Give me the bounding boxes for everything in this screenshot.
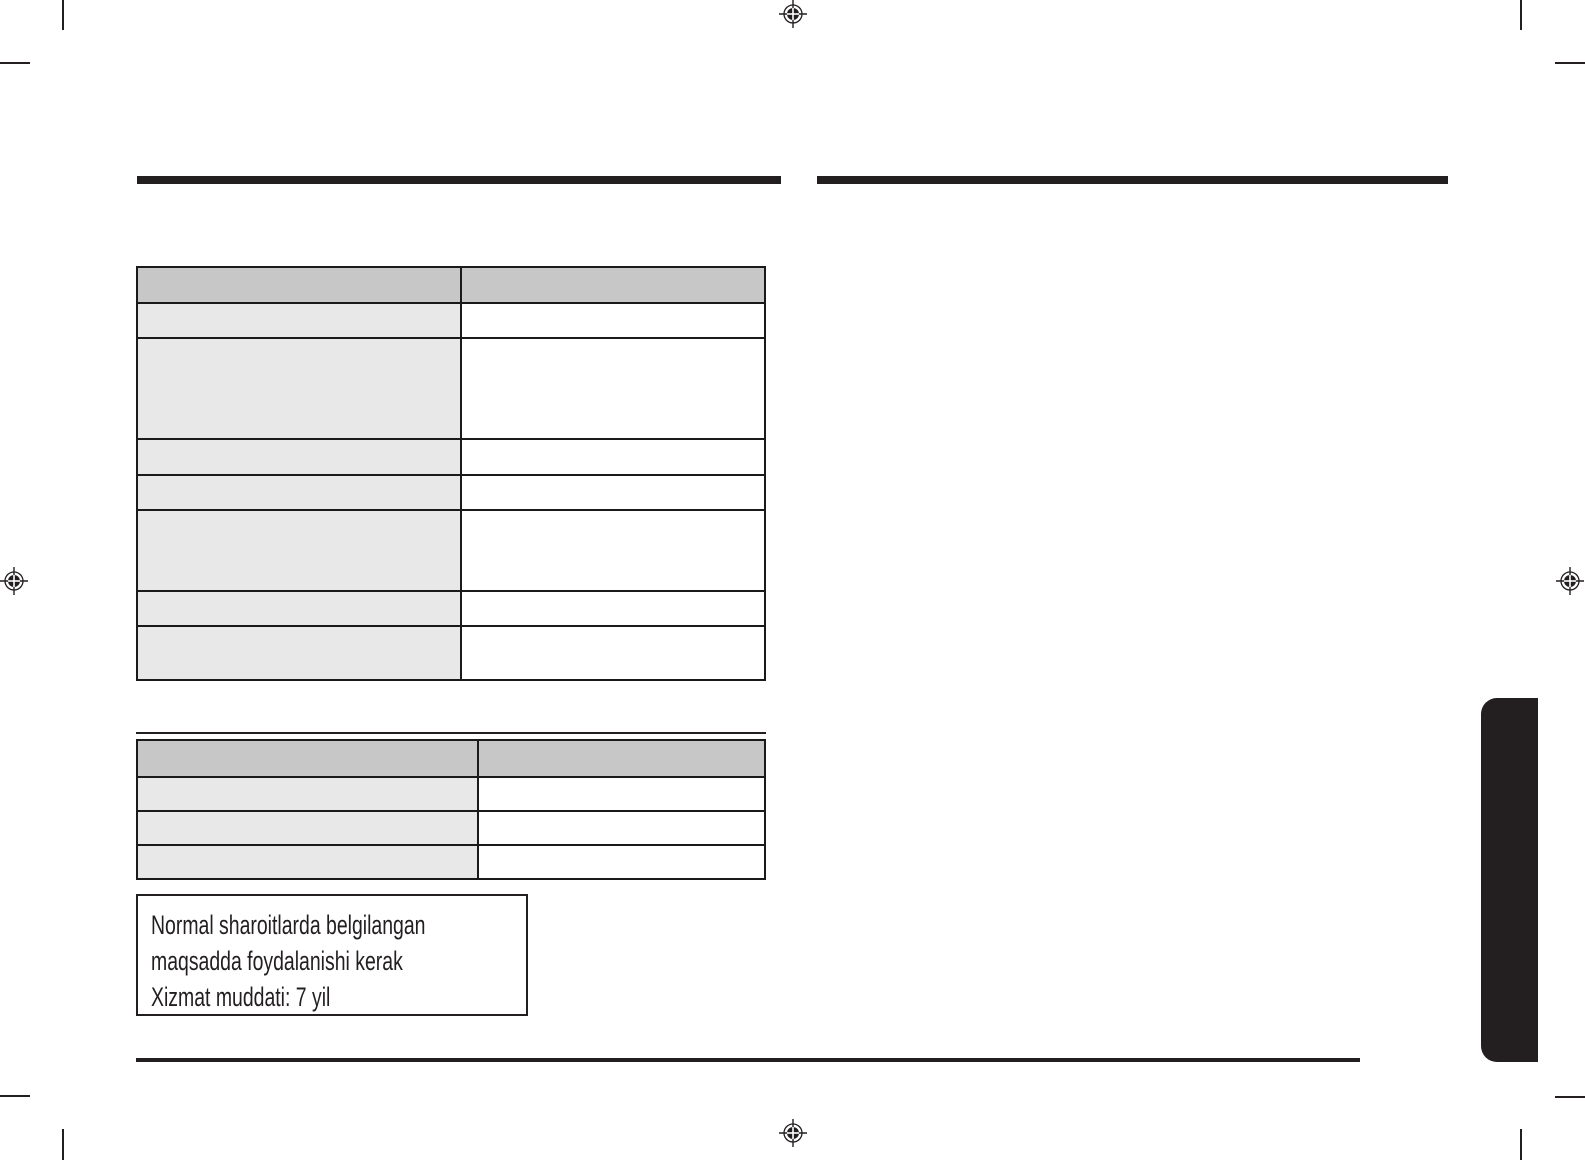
- crop-mark-top-left-horizontal: [0, 62, 30, 64]
- value-cell: [462, 476, 764, 509]
- value-cell: [479, 812, 764, 844]
- table-row: [138, 810, 764, 844]
- label-cell: [138, 476, 462, 509]
- value-cell: [479, 778, 764, 810]
- table-row: [138, 590, 764, 625]
- value-cell: [462, 440, 764, 474]
- table-row: [138, 844, 764, 878]
- header-cell: [462, 268, 764, 302]
- table-row: [138, 302, 764, 337]
- table-row: [138, 438, 764, 474]
- crop-mark-bottom-right-horizontal: [1555, 1096, 1585, 1098]
- section-bar-right: [817, 176, 1448, 184]
- note-line: [151, 979, 526, 1015]
- table-header-row: [138, 268, 764, 302]
- header-cell: [138, 741, 479, 776]
- divider-rule: [136, 732, 766, 734]
- registration-mark-icon: [779, 1119, 807, 1147]
- service-life-note-box: [136, 894, 528, 1016]
- section-bar-left: [137, 176, 781, 184]
- crop-mark-bottom-left-horizontal: [0, 1095, 30, 1097]
- note-text: Xizmat muddati: 7 yil: [151, 982, 331, 1012]
- value-cell: [462, 592, 764, 625]
- note-line: [151, 907, 526, 943]
- crop-mark-bottom-right-vertical: [1520, 1129, 1522, 1160]
- table-header-row: [138, 741, 764, 776]
- crop-mark-top-right-vertical: [1520, 0, 1522, 30]
- spec-table-2: [136, 739, 766, 880]
- crop-mark-bottom-left-vertical: [62, 1129, 64, 1160]
- value-cell: [462, 304, 764, 337]
- note-text: maqsadda foydalanishi kerak: [151, 946, 403, 976]
- value-cell: [462, 511, 764, 590]
- table-row: [138, 776, 764, 810]
- note-line: [151, 943, 526, 979]
- table-row: [138, 509, 764, 590]
- label-cell: [138, 339, 462, 438]
- chapter-side-tab: [1481, 698, 1538, 1062]
- spec-table-1: [136, 266, 766, 681]
- header-cell: [138, 268, 462, 302]
- header-cell: [479, 741, 764, 776]
- table-row: [138, 337, 764, 438]
- label-cell: [138, 846, 479, 878]
- value-cell: [479, 846, 764, 878]
- label-cell: [138, 304, 462, 337]
- registration-mark-icon: [1556, 567, 1584, 595]
- label-cell: [138, 440, 462, 474]
- crop-mark-top-left-vertical: [62, 0, 64, 30]
- label-cell: [138, 812, 479, 844]
- table-row: [138, 625, 764, 679]
- label-cell: [138, 592, 462, 625]
- table-row: [138, 474, 764, 509]
- label-cell: [138, 627, 462, 679]
- footer-rule: [136, 1058, 1360, 1062]
- registration-mark-icon: [779, 0, 807, 28]
- note-text: Normal sharoitlarda belgilangan: [151, 910, 426, 940]
- value-cell: [462, 627, 764, 679]
- registration-mark-icon: [0, 567, 28, 595]
- crop-mark-top-right-horizontal: [1555, 62, 1585, 64]
- label-cell: [138, 511, 462, 590]
- value-cell: [462, 339, 764, 438]
- label-cell: [138, 778, 479, 810]
